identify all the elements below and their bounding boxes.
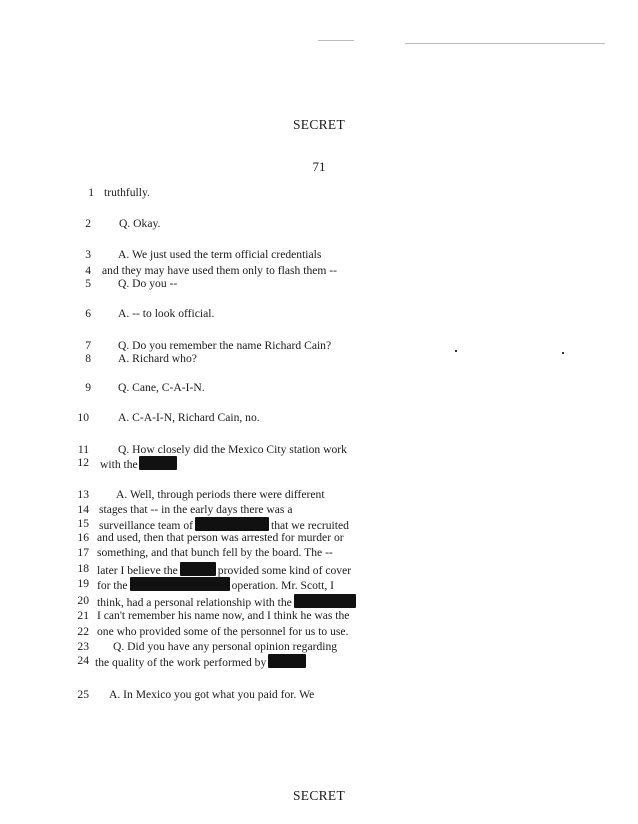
- line-text-fragment: that we recruited: [271, 519, 349, 532]
- line-text: A. C-A-I-N, Richard Cain, no.: [118, 411, 260, 424]
- line-text: A. In Mexico you got what you paid for. We: [109, 688, 315, 701]
- page-number: 71: [312, 159, 326, 174]
- line-text-fragment: with the: [100, 458, 138, 471]
- line-number: 15: [77, 517, 89, 530]
- line-text: and they may have used them only to flash them --: [102, 264, 338, 277]
- line-number: 2: [85, 217, 91, 230]
- redaction-block: [294, 594, 356, 608]
- line-text: Q. Do you --: [118, 277, 178, 290]
- line-text: [97, 594, 356, 610]
- redaction-block: [130, 577, 230, 591]
- line-text-fragment: provided some kind of cover: [217, 564, 352, 577]
- line-text: and used, then that person was arrested for murder or: [97, 531, 344, 544]
- line-text: stages that -- in the early days there was a: [99, 503, 293, 516]
- line-number: 9: [85, 381, 91, 394]
- line-number: 17: [77, 546, 89, 559]
- line-text-fragment: for the: [97, 579, 128, 592]
- line-number: 11: [77, 443, 89, 456]
- line-number: 5: [85, 277, 91, 290]
- line-text: A. Richard who?: [118, 352, 197, 365]
- line-text-fragment: think, had a personal relationship with the: [97, 596, 292, 609]
- line-number: 22: [77, 625, 89, 638]
- line-text: Q. How closely did the Mexico City station work: [118, 443, 347, 456]
- line-text: Q. Cane, C-A-I-N.: [118, 381, 205, 394]
- line-text-fragment: later I believe the: [97, 564, 178, 577]
- line-number: 8: [85, 352, 91, 365]
- line-text: something, and that bunch fell by the board. The --: [97, 546, 333, 559]
- line-number: 24: [77, 654, 89, 667]
- line-text: [97, 577, 334, 593]
- line-number: 1: [88, 186, 94, 199]
- line-number: 12: [77, 456, 89, 469]
- line-number: 3: [85, 248, 91, 261]
- redaction-block: [180, 562, 216, 576]
- line-text: truthfully.: [104, 186, 150, 199]
- line-number: 7: [85, 339, 91, 352]
- line-number: 25: [77, 688, 89, 701]
- line-number: 18: [77, 562, 89, 575]
- redaction-block: [139, 456, 177, 470]
- line-number: 13: [77, 488, 89, 501]
- line-number: 6: [85, 307, 91, 320]
- line-text-fragment: operation. Mr. Scott, I: [231, 579, 334, 592]
- line-number: 4: [85, 264, 91, 277]
- line-text: Q. Did you have any personal opinion regarding: [113, 640, 338, 653]
- line-number: 23: [77, 640, 89, 653]
- line-text: [95, 654, 306, 670]
- line-text: one who provided some of the personnel for us to use.: [97, 625, 349, 638]
- redaction-block: [195, 517, 269, 531]
- line-text: [100, 456, 177, 472]
- line-text: [97, 562, 351, 578]
- scan-artifact: [455, 350, 457, 352]
- line-text-fragment: the quality of the work performed by: [95, 656, 267, 669]
- redaction-block: [268, 654, 306, 668]
- classification-header: SECRET: [292, 117, 346, 132]
- scan-artifact: [405, 43, 605, 44]
- line-number: 16: [77, 531, 89, 544]
- scan-artifact: [318, 40, 354, 41]
- line-text: A. Well, through periods there were different: [116, 488, 325, 501]
- line-text: Q. Okay.: [119, 217, 161, 230]
- line-text: A. We just used the term official credentials: [118, 248, 322, 261]
- classification-footer: SECRET: [292, 788, 346, 803]
- line-number: 10: [77, 411, 89, 424]
- scan-artifact: [562, 352, 564, 354]
- line-number: 19: [77, 577, 89, 590]
- line-text: A. -- to look official.: [118, 307, 215, 320]
- line-number: 21: [77, 609, 89, 622]
- line-text-fragment: surveillance team of: [99, 519, 193, 532]
- line-text: Q. Do you remember the name Richard Cain?: [118, 339, 332, 352]
- line-text: I can't remember his name now, and I think he was the: [97, 609, 350, 622]
- line-number: 20: [77, 594, 89, 607]
- line-number: 14: [77, 503, 89, 516]
